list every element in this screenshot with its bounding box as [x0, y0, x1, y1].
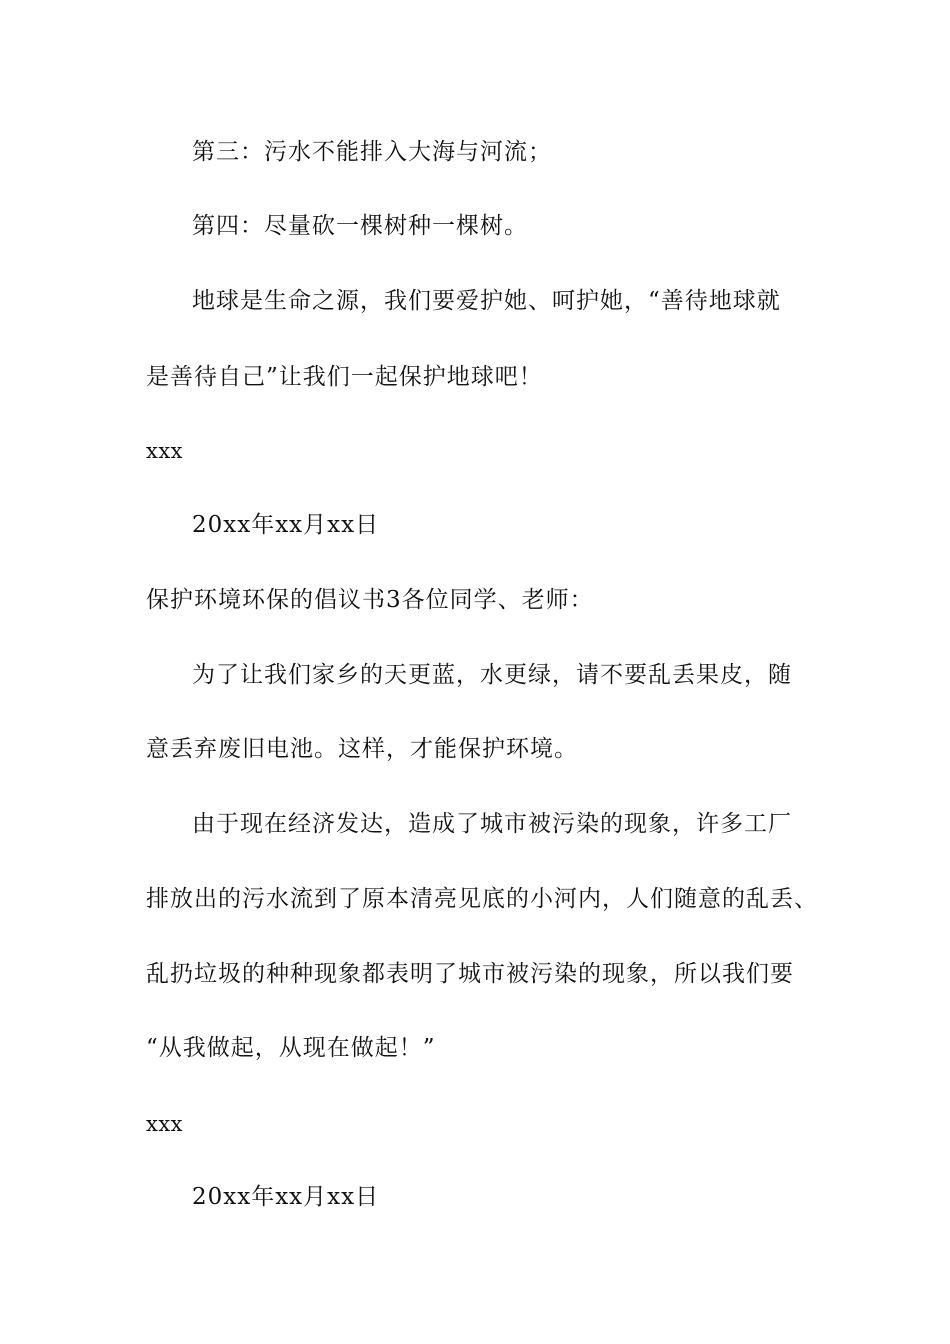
- paragraph-line: 排放出的污水流到了原本清亮见底的小河内，人们随意的乱丢、: [146, 886, 818, 912]
- paragraph-line: 为了让我们家乡的天更蓝，水更绿，请不要乱丢果皮，随: [192, 662, 792, 688]
- section-heading: 保护环境环保的倡议书3各位同学、老师：: [146, 587, 594, 613]
- signature-name: xxx: [146, 439, 184, 463]
- paragraph-line: 乱扔垃圾的种种现象都表明了城市被污染的现象，所以我们要: [146, 961, 794, 987]
- signature-name: xxx: [146, 1112, 184, 1136]
- paragraph-line: 是善待自己”让我们一起保护地球吧！: [146, 364, 543, 390]
- paragraph-line: 第四：尽量砍一棵树种一棵树。: [192, 213, 528, 239]
- paragraph-line: 意丢弃废旧电池。这样，才能保护环境。: [146, 736, 578, 762]
- paragraph-line: 地球是生命之源，我们要爱护她、呵护她，“善待地球就: [192, 288, 781, 314]
- signature-date: 20xx年xx月xx日: [192, 512, 380, 538]
- paragraph-line: 第三：污水不能排入大海与河流；: [192, 139, 552, 165]
- signature-date: 20xx年xx月xx日: [192, 1184, 380, 1210]
- paragraph-line: “从我做起，从现在做起！”: [146, 1035, 436, 1061]
- paragraph-line: 由于现在经济发达，造成了城市被污染的现象，许多工厂: [192, 811, 792, 837]
